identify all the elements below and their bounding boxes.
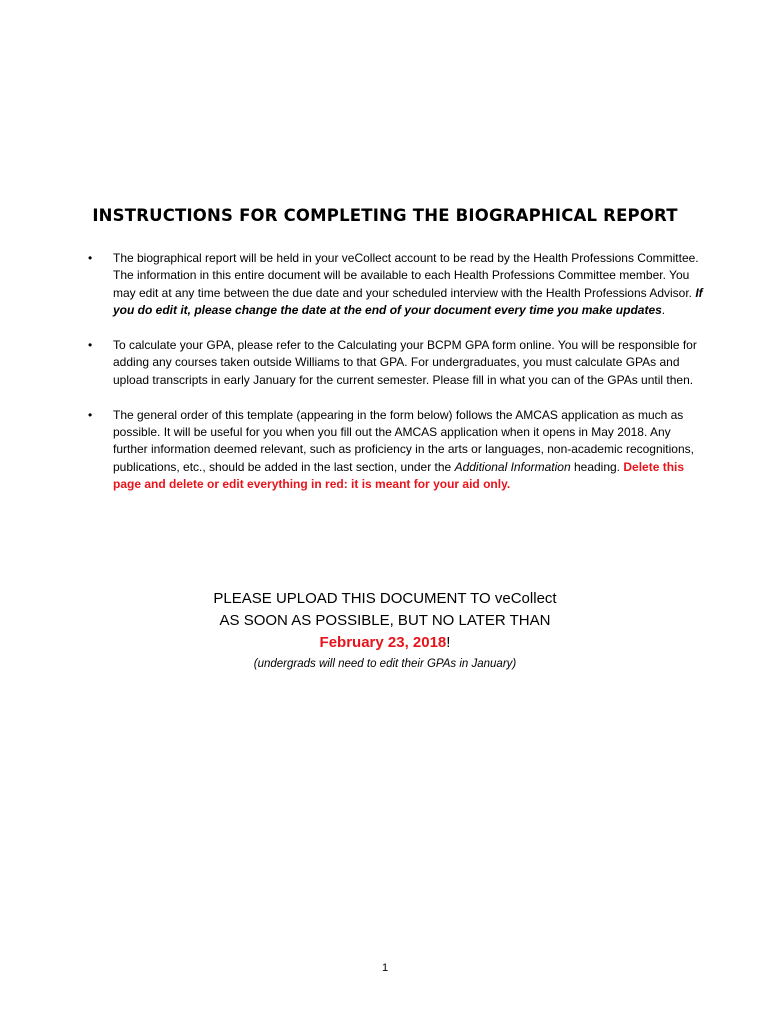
- bullet-text: To calculate your GPA, please refer to the Calculating your BCPM GPA form online. You will be responsible for adding any courses taken outside Williams to that GPA. For undergraduates, you must calculate GPAs and upload transcripts in early January for the current semester. Please fill in what you can of the GPAs until then.: [113, 338, 697, 387]
- bullet-icon: •: [88, 407, 93, 422]
- upload-line-2: AS SOON AS POSSIBLE, BUT NO LATER THAN: [219, 612, 551, 629]
- bullet-emphasis: If you do edit it, please change the date at the end of your document every time you make updates: [113, 285, 703, 318]
- upload-notice: [0, 588, 770, 673]
- instruction-list: [88, 250, 703, 511]
- deadline-date: February 23, 2018: [319, 634, 447, 651]
- bullet-icon: •: [88, 251, 93, 265]
- bullet-italic-heading: Additional Information: [454, 459, 571, 474]
- list-item: [88, 337, 703, 389]
- bullet-text: The general order of this template (appearing in the form below) follows the AMCAS application as much as possible. It will be useful for you when you fill out the AMCAS application when it opens in May 2018. Any further information deemed relevant, such as proficiency in the arts or languages, non-academic recognitions, publications, etc., should be added in the last section, under the: [113, 407, 694, 474]
- list-item: [88, 407, 703, 494]
- upload-line-1: PLEASE UPLOAD THIS DOCUMENT TO veCollect: [213, 590, 557, 607]
- bullet-icon: •: [88, 338, 93, 353]
- bullet-red-note: Delete this page and delete or edit everything in red: it is meant for your aid only.: [113, 459, 685, 492]
- bullet-text: The biographical report will be held in your veCollect account to be read by the Health Professions Committee. The information in this entire document will be available to each Health Professions Committee member. You may edit at any time between the due date and your scheduled interview with the Health Professions Advisor.: [113, 251, 699, 300]
- list-item: [88, 250, 703, 320]
- upload-note: (undergrads will need to edit their GPAs in January): [253, 658, 517, 670]
- deadline-suffix: !: [446, 634, 451, 651]
- page-number: 1: [381, 962, 389, 974]
- deadline-line: [0, 632, 770, 654]
- page-title: INSTRUCTIONS FOR COMPLETING THE BIOGRAPHICAL REPORT: [92, 206, 678, 225]
- bullet-text-middle: heading.: [570, 459, 624, 474]
- bullet-text-end: .: [661, 303, 666, 318]
